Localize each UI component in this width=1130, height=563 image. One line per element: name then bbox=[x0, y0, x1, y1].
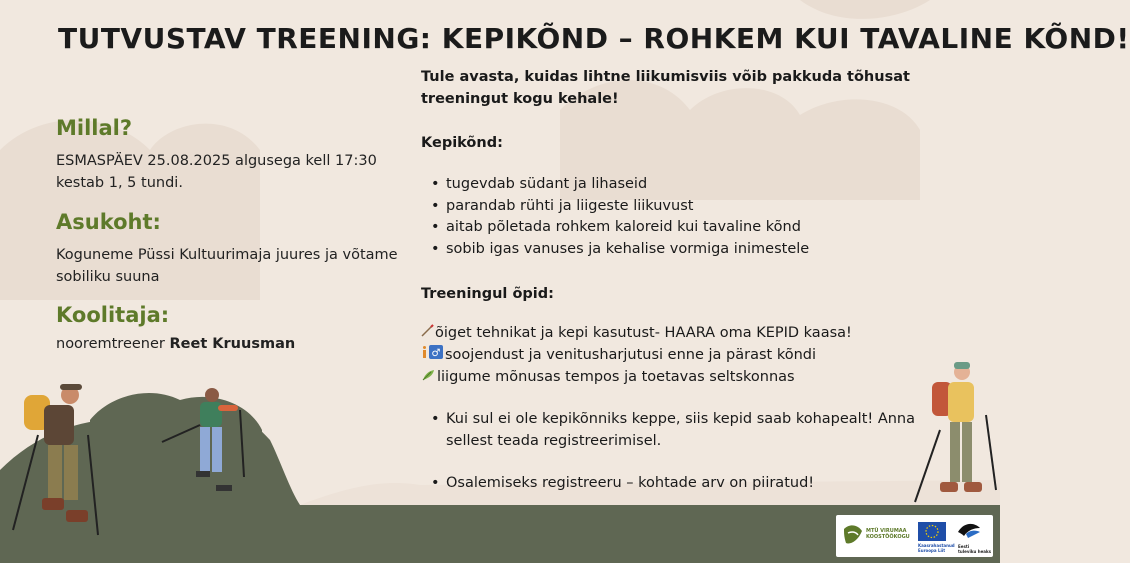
learn-item-text: soojendust ja venitusharjutusi enne ja pärast kõndi bbox=[445, 347, 816, 363]
list-item bbox=[421, 409, 915, 452]
list-item: • sobib igas vanuses ja kehalise vormiga inimestele bbox=[421, 239, 809, 261]
person-man-icon bbox=[421, 344, 445, 366]
learn-item bbox=[421, 322, 852, 344]
est-line-1: Eesti bbox=[958, 544, 970, 549]
intro-line-2: treeningut kogu kehale! bbox=[421, 90, 619, 107]
note-2-wrap bbox=[421, 473, 814, 495]
leaf-icon bbox=[421, 366, 437, 388]
benefits-list bbox=[421, 174, 809, 260]
benefits-list-wrap bbox=[421, 174, 809, 260]
note-list bbox=[421, 473, 814, 495]
intro-line-1: Tule avasta, kuidas lihtne liikumisviis võib pakkuda tõhusat bbox=[421, 69, 910, 85]
list-item: • tugevdab südant ja lihaseid bbox=[421, 174, 809, 196]
virumaa-logo-icon bbox=[842, 523, 864, 547]
learn-item bbox=[421, 366, 852, 388]
trainer-prefix: nooremtreener bbox=[56, 336, 170, 352]
location-line-1: Koguneme Püssi Kultuurimaja juures ja võtame bbox=[56, 247, 398, 263]
trainer-text bbox=[56, 333, 295, 355]
trainer-name: Reet Kruusman bbox=[169, 336, 296, 352]
when-text bbox=[56, 150, 377, 194]
note-list bbox=[421, 409, 915, 452]
location-heading: Asukoht: bbox=[56, 210, 161, 234]
learn-item-text: õiget tehnikat ja kepi kasutust- HAARA oma KEPID kaasa! bbox=[435, 325, 852, 341]
trainer-heading: Koolitaja: bbox=[56, 303, 170, 327]
eu-logo-text bbox=[918, 543, 955, 553]
page-title: TUTVUSTAV TREENING: KEPIKÕND – ROHKEM KUI TAVALINE KÕND! bbox=[58, 22, 1130, 55]
org-logo-text bbox=[866, 528, 910, 540]
intro-text bbox=[421, 67, 910, 110]
svg-text:♂: ♂ bbox=[431, 348, 441, 359]
when-line-1: ESMASPÄEV 25.08.2025 algusega kell 17:30 bbox=[56, 153, 377, 169]
estonia-logo-text bbox=[958, 544, 991, 554]
pole-icon bbox=[421, 322, 435, 344]
eu-line-1: Kaasrahastanud bbox=[918, 543, 955, 548]
when-line-2: kestab 1, 5 tundi. bbox=[56, 175, 183, 191]
location-line-2: sobiliku suuna bbox=[56, 269, 160, 285]
note-1-line-1: • Kui sul ei ole kepikõnniks keppe, siis kepid saab kohapealt! Anna bbox=[446, 411, 916, 427]
est-line-2: tuleviku heaks bbox=[958, 549, 992, 554]
list-item: • Osalemiseks registreeru – kohtade arv on piiratud! bbox=[421, 473, 814, 495]
eu-flag-icon bbox=[918, 522, 946, 541]
list-item: • aitab põletada rohkem kaloreid kui tavaline kõnd bbox=[421, 217, 809, 239]
estonia-bird-icon bbox=[956, 520, 982, 542]
learn-item-text: liigume mõnusas tempos ja toetavas seltskonnas bbox=[437, 369, 795, 385]
hiker-illustration-right bbox=[910, 360, 1000, 505]
list-item: • parandab rühti ja liigeste liikuvust bbox=[421, 196, 809, 218]
learn-item bbox=[421, 344, 852, 366]
when-heading: Millal? bbox=[56, 116, 133, 140]
location-text bbox=[56, 244, 398, 288]
kepikond-heading: Kepikõnd: bbox=[421, 135, 503, 151]
learn-list bbox=[421, 322, 852, 388]
org-line-1: MTÜ VIRUMAA bbox=[866, 528, 907, 534]
eu-line-2: Euroopa Liit bbox=[918, 548, 946, 553]
learn-heading: Treeningul õpid: bbox=[421, 286, 554, 302]
hiker-illustration-left bbox=[8, 380, 108, 545]
note-1-wrap bbox=[421, 409, 915, 452]
hiker-illustration-middle bbox=[160, 385, 255, 495]
sponsor-logos bbox=[836, 515, 993, 557]
note-1-line-2: sellest teada registreerimisel. bbox=[446, 432, 662, 449]
org-line-2: KOOSTÖÖKOGU bbox=[866, 534, 910, 540]
